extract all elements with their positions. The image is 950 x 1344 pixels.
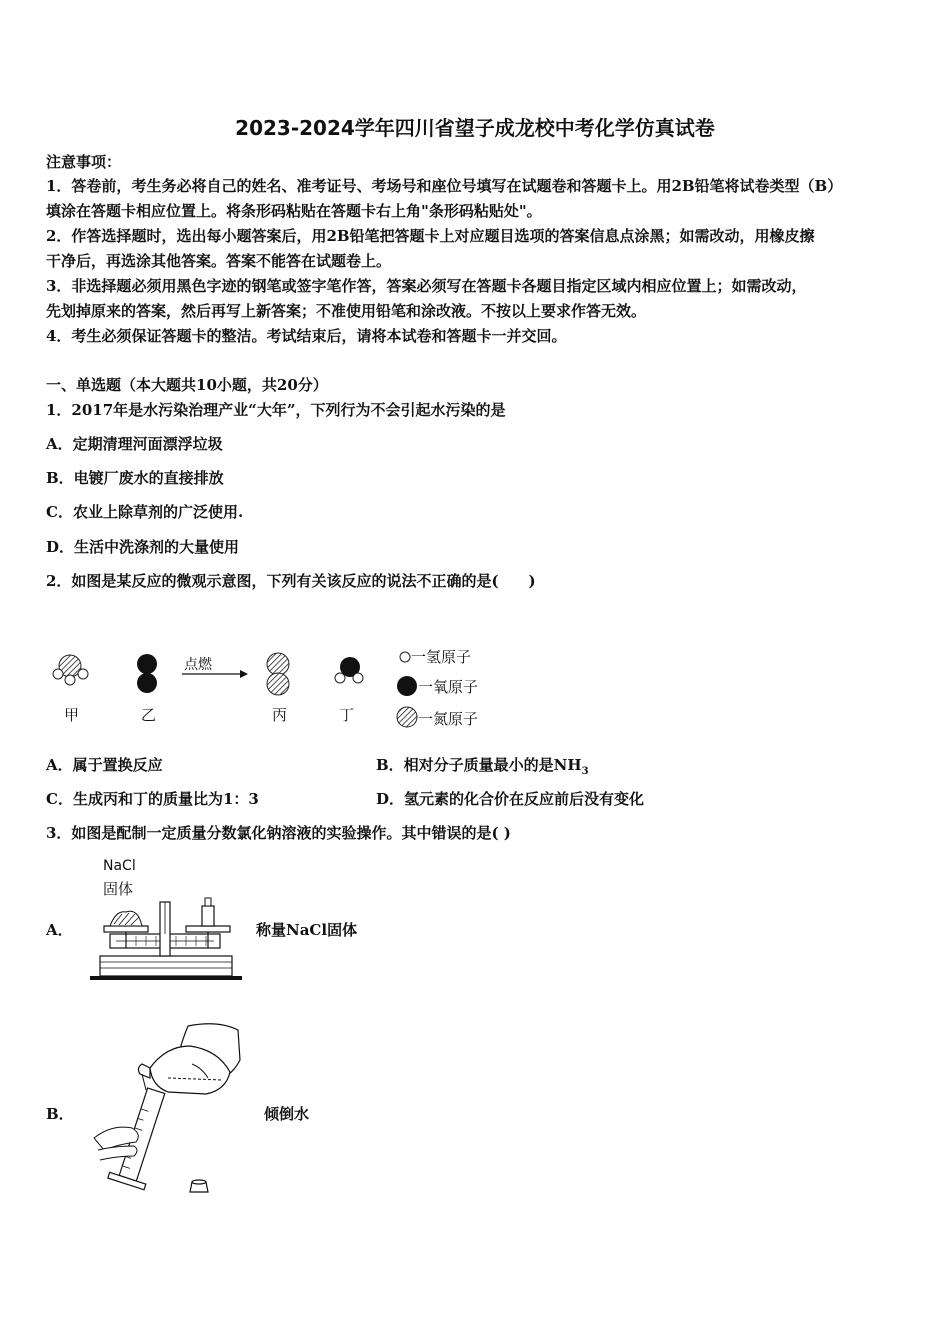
balance-figure: [86, 886, 246, 986]
notice-line: 填涂在答题卡相应位置上。将条形码粘贴在答题卡右上角"条形码粘贴处"。: [46, 202, 542, 220]
legend-nitrogen-icon: [397, 707, 417, 727]
notice-line: 1．答卷前，考生务必将自己的姓名、准考证号、考场号和座位号填写在试题卷和答题卡上。用2B铅笔将试卷类型（B）: [46, 177, 843, 195]
option-b: B．电镀厂废水的直接排放: [46, 469, 224, 487]
pouring-figure: [90, 1020, 250, 1200]
arrow-label: 点燃: [184, 657, 212, 673]
section-heading: 一、单选题（本大题共10小题，共20分）: [46, 376, 328, 394]
label-yi: 乙: [141, 706, 157, 724]
option-d: D．生活中洗涤剂的大量使用: [46, 538, 240, 556]
legend-hydrogen: 一氢原子: [411, 648, 472, 666]
notice-line: 2．作答选择题时，选出每小题答案后，用2B铅笔把答题卡上对应题目选项的答案信息点涂黑；如需改动，用橡皮擦: [46, 227, 815, 245]
option-a-letter: A．: [46, 921, 73, 939]
label-jia: 甲: [64, 706, 80, 724]
label-bing: 丙: [272, 706, 288, 724]
notice-line: 3．非选择题必须用黑色字迹的钢笔或签字笔作答，答案必须写在答题卡各题目指定区域内相应位置上；如需改动，: [46, 277, 807, 295]
question-stem: 3．如图是配制一定质量分数氯化钠溶液的实验操作。其中错误的是( ): [46, 824, 511, 842]
option-a: A．属于置换反应: [46, 756, 163, 774]
molecule-jia: [53, 655, 88, 685]
notice-line: 4．考生必须保证答题卡的整洁。考试结束后，请将本试卷和答题卡一并交回。: [46, 327, 567, 345]
option-b-letter: B．: [46, 1105, 74, 1123]
figure-label-nacl: NaCl: [103, 858, 136, 874]
label-ding: 丁: [339, 706, 355, 724]
page-title: 2023-2024学年四川省望子成龙校中考化学仿真试卷: [235, 116, 715, 140]
notice-heading: 注意事项：: [46, 153, 122, 171]
option-a: A．定期清理河面漂浮垃圾: [46, 435, 223, 453]
notice-line: 先划掉原来的答案，然后再写上新答案；不准使用铅笔和涂改液。不按以上要求作答无效。: [46, 302, 647, 320]
option-d: D．氢元素的化合价在反应前后没有变化: [376, 790, 645, 808]
option-b-caption: 倾倒水: [264, 1105, 310, 1123]
figure-label-solid: 固体: [103, 880, 134, 898]
molecule-yi: [137, 654, 157, 693]
question-stem: 1．2017年是水污染治理产业“大年”，下列行为不会引起水污染的是: [46, 401, 506, 419]
option-a-caption: 称量NaCl固体: [256, 921, 358, 939]
molecule-bing: [267, 653, 289, 695]
option-b: [376, 753, 589, 784]
legend-oxygen-icon: [397, 676, 417, 696]
legend-oxygen: 一氧原子: [418, 678, 479, 696]
option-b-subscript: 3: [581, 766, 589, 777]
option-c: C．农业上除草剂的广泛使用.: [46, 503, 244, 521]
legend-nitrogen: 一氮原子: [418, 710, 479, 728]
question-stem: 2．如图是某反应的微观示意图，下列有关该反应的说法不正确的是( ): [46, 572, 536, 590]
legend-hydrogen-icon: [400, 652, 410, 662]
option-c: C．生成丙和丁的质量比为1：3: [46, 790, 259, 808]
option-b-text: B．相对分子质量最小的是NH: [376, 756, 582, 774]
notice-line: 干净后，再选涂其他答案。答案不能答在试题卷上。: [46, 252, 392, 270]
molecule-ding: [335, 657, 363, 683]
